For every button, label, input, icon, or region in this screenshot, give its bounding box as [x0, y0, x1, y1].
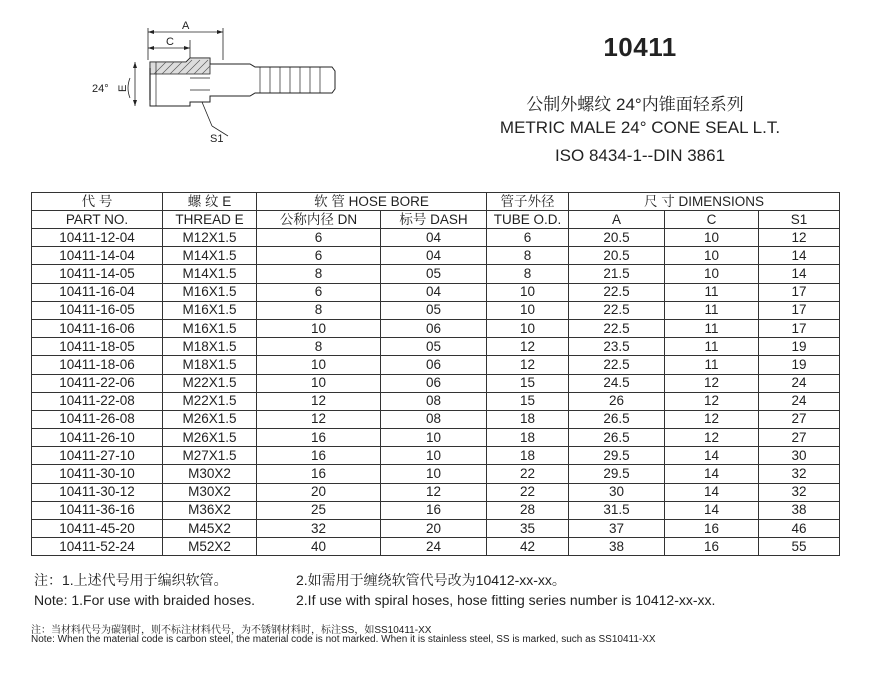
- cell-dn: 12: [257, 410, 381, 428]
- cell-dn: 6: [257, 229, 381, 247]
- cell-dim-s1: 17: [759, 283, 840, 301]
- cell-dn: 8: [257, 301, 381, 319]
- cell-dim-c: 12: [665, 392, 759, 410]
- header-thread: THREAD E: [163, 211, 257, 229]
- cell-dim-a: 22.5: [569, 283, 665, 301]
- table-row: [32, 374, 840, 392]
- cell-dim-c: 11: [665, 356, 759, 374]
- table-row: [32, 338, 840, 356]
- cell-dn: 6: [257, 247, 381, 265]
- cell-tube-od: 10: [487, 319, 569, 337]
- cell-part-no: 10411-12-04: [32, 229, 163, 247]
- cell-dim-a: 26.5: [569, 410, 665, 428]
- cell-thread: M22X1.5: [163, 392, 257, 410]
- cell-thread: M30X2: [163, 465, 257, 483]
- cell-dash: 08: [381, 392, 487, 410]
- header-thread-cn: 螺 纹 E: [163, 193, 257, 211]
- cell-part-no: 10411-14-04: [32, 247, 163, 265]
- cell-dim-c: 14: [665, 465, 759, 483]
- dim-a-label: A: [182, 20, 190, 32]
- cell-dash: 06: [381, 319, 487, 337]
- cell-dim-a: 31.5: [569, 501, 665, 519]
- cell-thread: M12X1.5: [163, 229, 257, 247]
- header-row-sub: [32, 211, 840, 229]
- cell-thread: M18X1.5: [163, 338, 257, 356]
- cell-part-no: 10411-22-08: [32, 392, 163, 410]
- notes: [34, 570, 716, 610]
- table-row: [32, 483, 840, 501]
- cell-dim-s1: 17: [759, 319, 840, 337]
- cell-tube-od: 35: [487, 520, 569, 538]
- note-en-1: Note: 1.For use with braided hoses.: [34, 592, 256, 608]
- cell-dn: 20: [257, 483, 381, 501]
- cell-dim-a: 22.5: [569, 356, 665, 374]
- cell-dash: 05: [381, 301, 487, 319]
- cell-dash: 10: [381, 465, 487, 483]
- cell-dn: 25: [257, 501, 381, 519]
- cell-dash: 04: [381, 229, 487, 247]
- cell-part-no: 10411-36-16: [32, 501, 163, 519]
- dim-e-label: E: [117, 84, 129, 92]
- cell-dash: 10: [381, 447, 487, 465]
- cell-dim-s1: 12: [759, 229, 840, 247]
- cell-thread: M14X1.5: [163, 247, 257, 265]
- cell-dash: 08: [381, 410, 487, 428]
- cell-thread: M30X2: [163, 483, 257, 501]
- cell-dim-c: 11: [665, 301, 759, 319]
- cell-dim-s1: 17: [759, 301, 840, 319]
- cell-dim-c: 14: [665, 483, 759, 501]
- cell-tube-od: 42: [487, 538, 569, 556]
- cell-dim-s1: 32: [759, 465, 840, 483]
- cell-dim-a: 38: [569, 538, 665, 556]
- fitting-drawing: [90, 18, 340, 148]
- table-row: [32, 520, 840, 538]
- table-row: [32, 283, 840, 301]
- cell-tube-od: 8: [487, 265, 569, 283]
- cell-dim-s1: 19: [759, 338, 840, 356]
- header-tube-cn: 管子外径: [487, 193, 569, 211]
- table-row: [32, 229, 840, 247]
- cell-dim-c: 10: [665, 247, 759, 265]
- cell-tube-od: 15: [487, 392, 569, 410]
- cell-dim-s1: 27: [759, 410, 840, 428]
- cell-dim-a: 20.5: [569, 247, 665, 265]
- footnote-english: Note: When the material code is carbon steel, the material code is not marked. When it is stainless steel, SS is marked, such as SS10411-XX: [31, 634, 656, 645]
- cell-thread: M26X1.5: [163, 429, 257, 447]
- cell-dn: 16: [257, 465, 381, 483]
- cell-thread: M16X1.5: [163, 319, 257, 337]
- table-row: [32, 301, 840, 319]
- cell-dim-a: 20.5: [569, 229, 665, 247]
- table-row: [32, 465, 840, 483]
- note-line-en: [34, 590, 716, 610]
- table-row: [32, 319, 840, 337]
- cell-tube-od: 8: [487, 247, 569, 265]
- cell-part-no: 10411-16-04: [32, 283, 163, 301]
- spec-table: [31, 192, 840, 556]
- header-dn: 公称内径 DN: [257, 211, 381, 229]
- cell-dash: 06: [381, 356, 487, 374]
- cell-part-no: 10411-18-06: [32, 356, 163, 374]
- cell-part-no: 10411-26-08: [32, 410, 163, 428]
- cell-dim-s1: 27: [759, 429, 840, 447]
- cell-tube-od: 22: [487, 465, 569, 483]
- cell-tube-od: 18: [487, 429, 569, 447]
- cell-dim-a: 30: [569, 483, 665, 501]
- cell-dash: 12: [381, 483, 487, 501]
- cell-dim-s1: 19: [759, 356, 840, 374]
- cell-part-no: 10411-14-05: [32, 265, 163, 283]
- table-row: [32, 392, 840, 410]
- cell-part-no: 10411-30-12: [32, 483, 163, 501]
- cell-dash: 05: [381, 338, 487, 356]
- note-cn-2: 2.如需用于缠绕软管代号改为10412-xx-xx。: [296, 572, 566, 588]
- cell-tube-od: 15: [487, 374, 569, 392]
- cell-dim-c: 11: [665, 338, 759, 356]
- cell-dim-a: 29.5: [569, 465, 665, 483]
- cell-part-no: 10411-26-10: [32, 429, 163, 447]
- cell-dim-c: 11: [665, 319, 759, 337]
- note-cn-1: 注：1.上述代号用于编织软管。: [34, 572, 228, 588]
- cell-dim-c: 11: [665, 283, 759, 301]
- cell-dim-s1: 32: [759, 483, 840, 501]
- cell-dn: 10: [257, 319, 381, 337]
- cell-dim-s1: 30: [759, 447, 840, 465]
- cell-dn: 10: [257, 374, 381, 392]
- header-row-top: [32, 193, 840, 211]
- cell-part-no: 10411-16-05: [32, 301, 163, 319]
- cell-dash: 16: [381, 501, 487, 519]
- cell-dim-c: 12: [665, 374, 759, 392]
- cell-dim-c: 16: [665, 538, 759, 556]
- cell-dim-s1: 46: [759, 520, 840, 538]
- table-row: [32, 247, 840, 265]
- cell-dim-a: 26: [569, 392, 665, 410]
- cell-dim-s1: 55: [759, 538, 840, 556]
- cell-thread: M36X2: [163, 501, 257, 519]
- cell-tube-od: 10: [487, 301, 569, 319]
- cell-dash: 04: [381, 247, 487, 265]
- cell-thread: M18X1.5: [163, 356, 257, 374]
- cell-part-no: 10411-22-06: [32, 374, 163, 392]
- cell-thread: M22X1.5: [163, 374, 257, 392]
- cell-dim-c: 14: [665, 501, 759, 519]
- cell-thread: M45X2: [163, 520, 257, 538]
- cell-dim-s1: 24: [759, 392, 840, 410]
- cell-part-no: 10411-52-24: [32, 538, 163, 556]
- cell-dn: 12: [257, 392, 381, 410]
- cell-dn: 16: [257, 429, 381, 447]
- cell-dim-s1: 38: [759, 501, 840, 519]
- cell-part-no: 10411-45-20: [32, 520, 163, 538]
- cell-tube-od: 18: [487, 410, 569, 428]
- cell-dim-c: 10: [665, 265, 759, 283]
- table-row: [32, 429, 840, 447]
- cell-dash: 04: [381, 283, 487, 301]
- cell-dn: 40: [257, 538, 381, 556]
- cell-dim-a: 26.5: [569, 429, 665, 447]
- cell-dim-s1: 24: [759, 374, 840, 392]
- table-row: [32, 410, 840, 428]
- note-line-cn: [34, 570, 566, 590]
- title-chinese: 公制外螺纹 24°内锥面轻系列: [526, 95, 744, 114]
- table-row: [32, 265, 840, 283]
- cell-dim-c: 14: [665, 447, 759, 465]
- cell-thread: M16X1.5: [163, 301, 257, 319]
- spec-table-body: [32, 229, 840, 556]
- header-part-cn: 代 号: [32, 193, 163, 211]
- header-part-no: PART NO.: [32, 211, 163, 229]
- title-english: METRIC MALE 24° CONE SEAL L.T.: [499, 118, 781, 137]
- cell-tube-od: 12: [487, 338, 569, 356]
- cell-dn: 16: [257, 447, 381, 465]
- cell-dn: 32: [257, 520, 381, 538]
- cell-dim-a: 24.5: [569, 374, 665, 392]
- cell-dn: 6: [257, 283, 381, 301]
- cell-part-no: 10411-18-05: [32, 338, 163, 356]
- cell-tube-od: 10: [487, 283, 569, 301]
- header-dim-s1: S1: [759, 211, 840, 229]
- cell-thread: M52X2: [163, 538, 257, 556]
- table-row: [32, 447, 840, 465]
- cell-dim-c: 10: [665, 229, 759, 247]
- cell-thread: M16X1.5: [163, 283, 257, 301]
- cell-dash: 05: [381, 265, 487, 283]
- header-dimensions: 尺 寸 DIMENSIONS: [569, 193, 840, 211]
- cell-dn: 8: [257, 265, 381, 283]
- cell-dim-a: 37: [569, 520, 665, 538]
- cell-dash: 20: [381, 520, 487, 538]
- footnote-chinese: 注：当材料代号为碳钢时，则不标注材料代号，为不锈钢材料时，标注SS，如SS10411-XX: [31, 625, 432, 636]
- cell-part-no: 10411-27-10: [32, 447, 163, 465]
- cell-dim-a: 21.5: [569, 265, 665, 283]
- angle-label: 24°: [92, 83, 109, 95]
- cell-tube-od: 22: [487, 483, 569, 501]
- cell-dim-a: 29.5: [569, 447, 665, 465]
- cell-thread: M27X1.5: [163, 447, 257, 465]
- dim-s1-label: S1: [210, 133, 224, 145]
- cell-dim-a: 22.5: [569, 301, 665, 319]
- cell-dim-c: 16: [665, 520, 759, 538]
- cell-dim-a: 23.5: [569, 338, 665, 356]
- cell-dn: 10: [257, 356, 381, 374]
- cell-tube-od: 18: [487, 447, 569, 465]
- cell-part-no: 10411-30-10: [32, 465, 163, 483]
- header-dash: 标号 DASH: [381, 211, 487, 229]
- dim-c-label: C: [166, 36, 174, 48]
- table-row: [32, 501, 840, 519]
- header-hose-bore: 软 管 HOSE BORE: [257, 193, 487, 211]
- series-number: 10411: [603, 32, 677, 62]
- cell-dim-a: 22.5: [569, 319, 665, 337]
- cell-dim-s1: 14: [759, 265, 840, 283]
- table-row: [32, 538, 840, 556]
- cell-dim-c: 12: [665, 429, 759, 447]
- cell-part-no: 10411-16-06: [32, 319, 163, 337]
- cell-dim-c: 12: [665, 410, 759, 428]
- header-dim-a: A: [569, 211, 665, 229]
- cell-thread: M14X1.5: [163, 265, 257, 283]
- cell-tube-od: 12: [487, 356, 569, 374]
- cell-dash: 10: [381, 429, 487, 447]
- title-standard: ISO 8434-1--DIN 3861: [554, 146, 726, 165]
- header-tube-od: TUBE O.D.: [487, 211, 569, 229]
- cell-tube-od: 28: [487, 501, 569, 519]
- cell-thread: M26X1.5: [163, 410, 257, 428]
- header-dim-c: C: [665, 211, 759, 229]
- cell-tube-od: 6: [487, 229, 569, 247]
- cell-dash: 06: [381, 374, 487, 392]
- table-row: [32, 356, 840, 374]
- cell-dn: 8: [257, 338, 381, 356]
- cell-dash: 24: [381, 538, 487, 556]
- note-en-2: 2.If use with spiral hoses, hose fitting series number is 10412-xx-xx.: [296, 592, 716, 608]
- cell-dim-s1: 14: [759, 247, 840, 265]
